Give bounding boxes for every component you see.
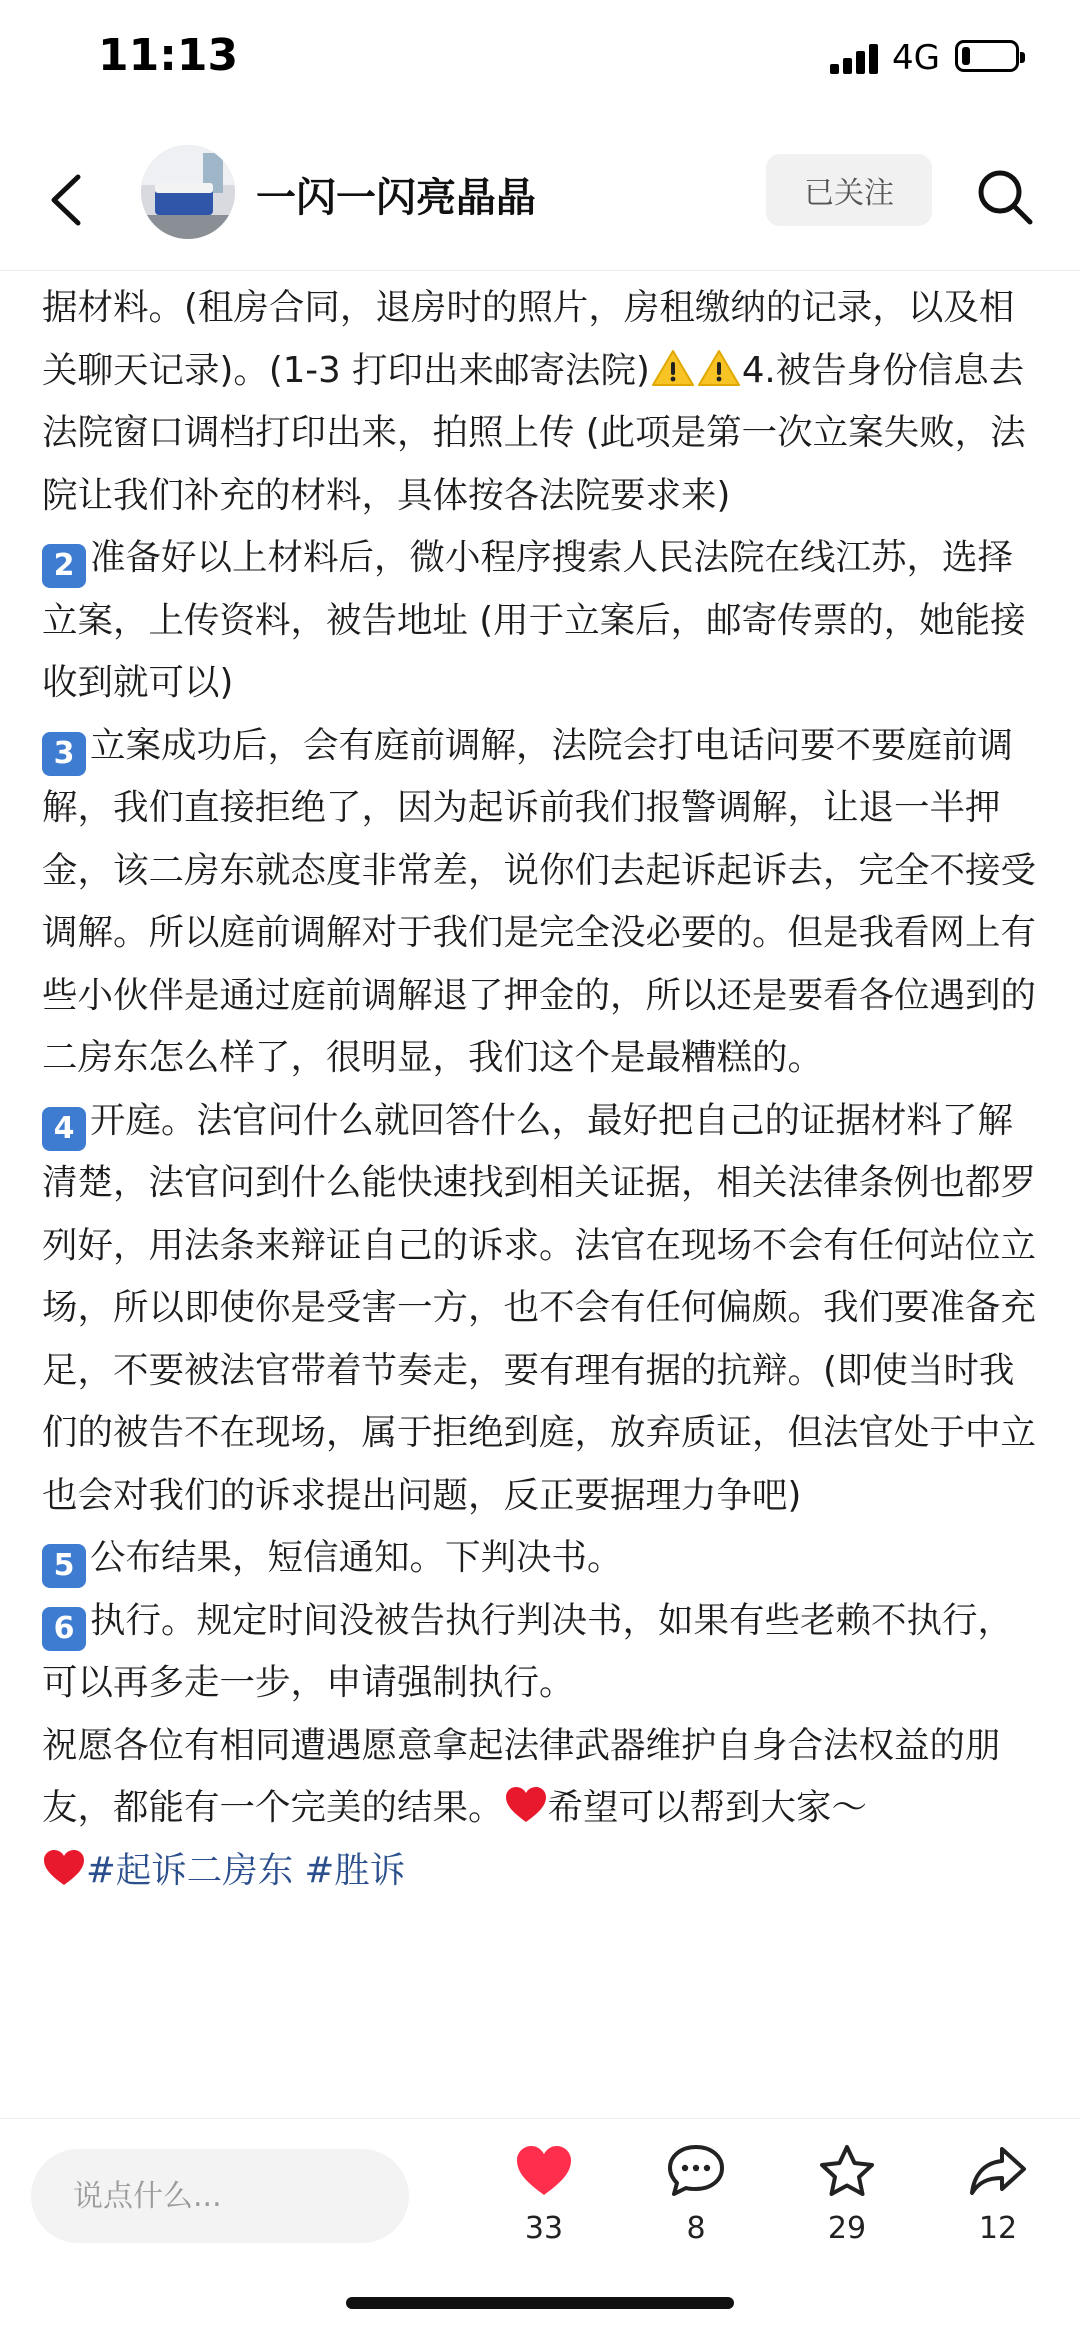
follow-button[interactable]: 已关注: [766, 154, 932, 226]
comment-input[interactable]: [31, 2149, 409, 2243]
favorite-count: 29: [827, 2211, 867, 2246]
step-number-badge: 4: [42, 1107, 86, 1151]
share-button[interactable]: [948, 2143, 1048, 2273]
warning-icon: [696, 348, 742, 388]
post-paragraph: 据材料。(租房合同，退房时的照片，房租缴纳的记录，以及相关聊天记录)。(1-3 打印出来邮寄法院) 4.被告身份信息去法院窗口调档打印出来，拍照上传 (此项是第一次立案失败，法院让我们补充的材料，具体按各法院要求来): [42, 287, 1026, 516]
share-icon: [968, 2143, 1028, 2199]
favorite-button[interactable]: [797, 2143, 897, 2273]
status-bar: [0, 0, 1080, 120]
status-time: 11:13: [98, 30, 239, 81]
like-count: 33: [524, 2211, 564, 2246]
comment-button[interactable]: [646, 2143, 746, 2273]
battery-icon: [955, 40, 1019, 72]
author-name[interactable]: 一闪一闪亮晶晶: [256, 175, 536, 221]
post-content: [42, 277, 1042, 1902]
step-number-badge: 5: [42, 1544, 86, 1588]
avatar-image: [141, 145, 235, 239]
signal-icon: [830, 44, 882, 74]
step-item: 4 开庭。法官问什么就回答什么，最好把自己的证据材料了解清楚，法官问到什么能快速找到相关证据，相关法律条例也都罗列好，用法条来辩证自己的诉求。法官在现场不会有任何站位立场，所以即使你是受害一方，也不会有任何偏颇。我们要准备充足，不要被法官带着节奏走，要有理有据的抗辩。(即使当时我们的被告不在现场，属于拒绝到庭，放弃质证，但法官处于中立也会对我们的诉求提出问题，反正要据理力争吧): [42, 1099, 1037, 1516]
tags-line: [42, 1840, 1042, 1903]
step-number-badge: 2: [42, 544, 86, 588]
home-indicator[interactable]: [346, 2297, 734, 2309]
comment-count: 8: [686, 2211, 706, 2246]
back-button[interactable]: [40, 165, 100, 235]
battery-level: [962, 47, 970, 65]
step-item: 5 公布结果，短信通知。下判决书。: [42, 1527, 1042, 1590]
like-button[interactable]: [494, 2143, 594, 2273]
step-item: 6 执行。规定时间没被告执行判决书，如果有些老赖不执行，可以再多走一步，申请强制执行。: [42, 1599, 1014, 1703]
star-icon: [817, 2143, 877, 2199]
post-header: [0, 130, 1080, 271]
warning-icon: [650, 348, 696, 388]
step-number-badge: 6: [42, 1607, 86, 1651]
heart-icon: [514, 2143, 574, 2199]
hashtag-link[interactable]: #起诉二房东: [86, 1849, 294, 1891]
heart-emoji-icon: [504, 1785, 548, 1825]
step-item: 3 立案成功后，会有庭前调解，法院会打电话问要不要庭前调解，我们直接拒绝了，因为起诉前我们报警调解，让退一半押金，该二房东就态度非常差，说你们去起诉起诉去，完全不接受调解。所以庭前调解对于我们是完全没必要的。但是我看网上有些小伙伴是通过庭前调解退了押金的，所以还是要看各位遇到的二房东怎么样了，很明显，我们这个是最糟糕的。: [42, 724, 1037, 1078]
author-avatar[interactable]: [141, 145, 235, 239]
hashtag-link[interactable]: #胜诉: [304, 1849, 406, 1891]
comment-icon: [666, 2143, 726, 2199]
search-icon[interactable]: [970, 162, 1040, 232]
heart-emoji-icon: [42, 1848, 86, 1888]
closing-paragraph: 祝愿各位有相同遭遇愿意拿起法律武器维护自身合法权益的朋友，都能有一个完美的结果。 希望可以帮到大家～: [42, 1724, 1001, 1828]
step-number-badge: 3: [42, 732, 86, 776]
step-item: 2 准备好以上材料后，微小程序搜索人民法院在线江苏，选择立案，上传资料，被告地址 (用于立案后，邮寄传票的，她能接收到就可以): [42, 537, 1026, 703]
share-count: 12: [978, 2211, 1018, 2246]
network-type: 4G: [892, 38, 940, 78]
